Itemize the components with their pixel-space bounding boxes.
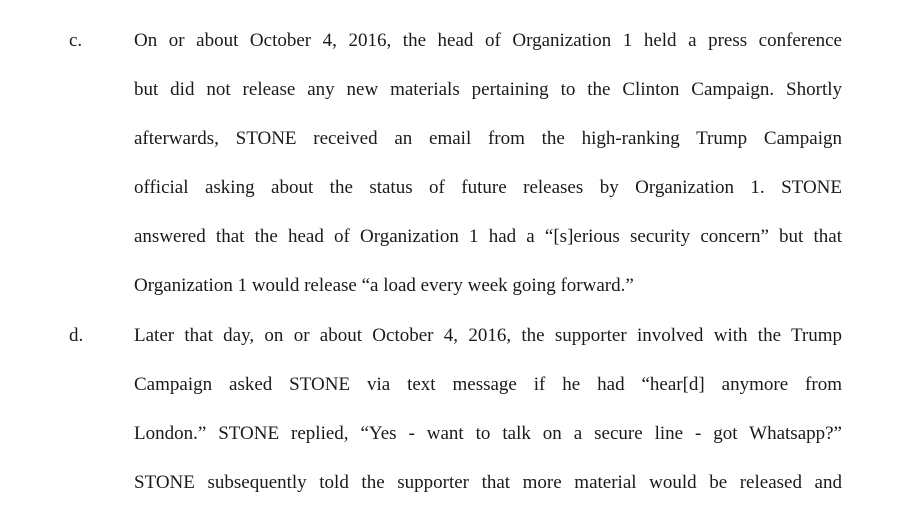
text-line: On or about October 4, 2016, the head of Organization 1 held a press conference — [134, 30, 842, 51]
text-line: Campaign asked STONE via text message if he had “hear[d] anymore from — [134, 374, 842, 395]
text-line: answered that the head of Organization 1 had a “[s]erious security concern” but that — [134, 226, 842, 247]
text-line: Later that day, on or about October 4, 2016, the supporter involved with the Trump — [134, 325, 842, 346]
paragraph-body — [134, 16, 842, 310]
text-line: Organization 1 would release “a load every week going forward.” — [134, 275, 634, 296]
text-line: afterwards, STONE received an email from the high-ranking Trump Campaign — [134, 128, 842, 149]
paragraph-body — [134, 311, 842, 507]
paragraph-label: d. — [69, 325, 84, 346]
text-line: London.” STONE replied, “Yes - want to talk on a secure line - got Whatsapp?” — [134, 423, 842, 444]
text-line: but did not release any new materials pertaining to the Clinton Campaign. Shortly — [134, 79, 842, 100]
paragraph-label: c. — [69, 30, 83, 51]
text-line: official asking about the status of future releases by Organization 1. STONE — [134, 177, 842, 198]
text-line: STONE subsequently told the supporter that more material would be released and — [134, 472, 842, 493]
